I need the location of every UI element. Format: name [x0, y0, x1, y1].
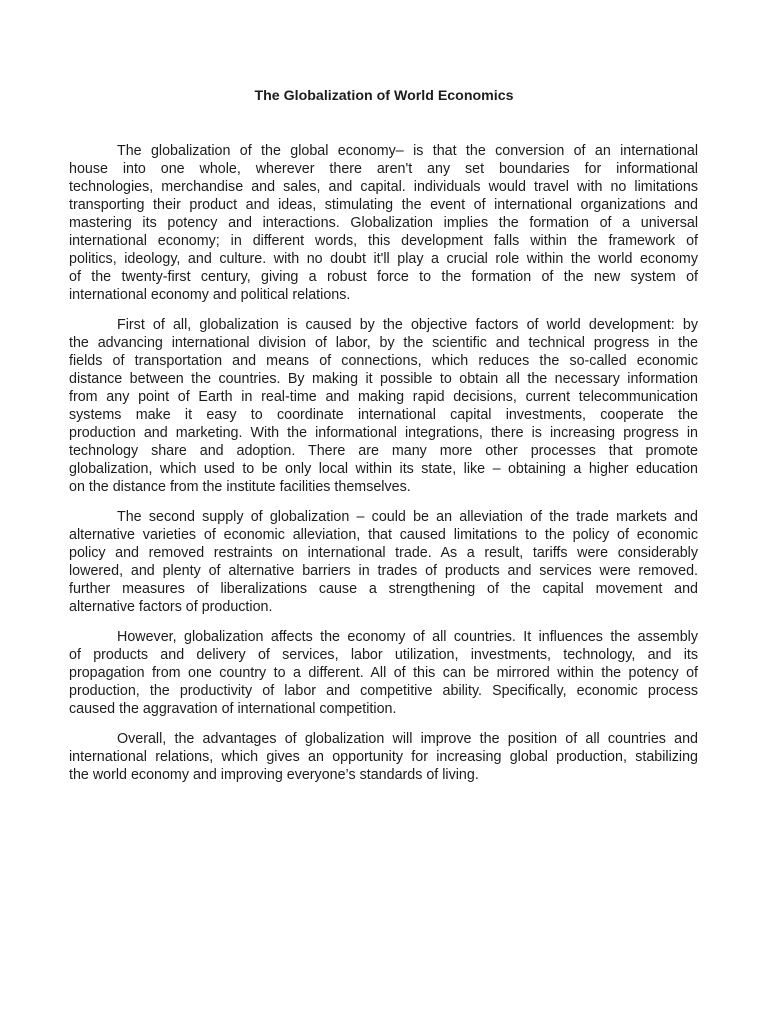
text-line: the advancing international division of labor, by the scientific and technical progress in the: [69, 335, 698, 351]
document-title: The Globalization of World Economics: [254, 88, 514, 104]
text-line: First of all, globalization is caused by the objective factors of world development: by: [117, 317, 698, 333]
text-line: on the distance from the institute facilities themselves.: [69, 479, 411, 495]
text-line: policy and removed restraints on international trade. As a result, tariffs were considerably: [69, 545, 698, 561]
text-line: fields of transportation and means of connections, which reduces the so-called economic: [69, 353, 698, 369]
text-line: alternative factors of production.: [69, 599, 273, 615]
text-line: propagation from one country to a different. All of this can be mirrored within the potency of: [69, 665, 698, 681]
text-line: distance between the countries. By making it possible to obtain all the necessary information: [69, 371, 698, 387]
text-line: globalization, which used to be only local within its state, like – obtaining a higher education: [69, 461, 698, 477]
paragraph: [69, 730, 698, 784]
text-line: The second supply of globalization – could be an alleviation of the trade markets and: [117, 509, 698, 525]
text-line: of products and delivery of services, labor utilization, investments, technology, and its: [69, 647, 698, 663]
text-line: technologies, merchandise and sales, and capital. individuals would travel with no limitations: [69, 179, 698, 195]
text-line: mastering its potency and interactions. Globalization implies the formation of a universal: [69, 215, 698, 231]
text-line: However, globalization affects the economy of all countries. It influences the assembly: [117, 629, 698, 645]
text-line: politics, ideology, and culture. with no doubt it'll play a crucial role within the world economy: [69, 251, 698, 267]
text-line: international economy and political relations.: [69, 287, 351, 303]
text-line: alternative varieties of economic alleviation, that caused limitations to the policy of economic: [69, 527, 698, 543]
text-line: Overall, the advantages of globalization will improve the position of all countries and: [117, 731, 698, 747]
text-line: from any point of Earth in real-time and making rapid decisions, current telecommunication: [69, 389, 698, 405]
paragraph: [69, 508, 698, 616]
text-line: international economy; in different words, this development falls within the framework of: [69, 233, 698, 249]
text-line: The globalization of the global economy– is that the conversion of an international: [117, 143, 698, 159]
text-line: of the twenty-first century, giving a robust force to the formation of the new system of: [69, 269, 698, 285]
text-line: lowered, and plenty of alternative barriers in trades of products and services were removed.: [69, 563, 698, 579]
text-line: production, the productivity of labor and competitive ability. Specifically, economic process: [69, 683, 698, 699]
text-line: production and marketing. With the informational integrations, there is increasing progress in: [69, 425, 698, 441]
paragraph: [69, 628, 698, 718]
text-line: systems make it easy to coordinate international capital investments, cooperate the: [69, 407, 698, 423]
paragraph: [69, 142, 698, 304]
paragraph: [69, 316, 698, 496]
text-line: technology share and adoption. There are many more other processes that promote: [69, 443, 698, 459]
text-line: house into one whole, wherever there aren't any set boundaries for informational: [69, 161, 698, 177]
text-line: caused the aggravation of international competition.: [69, 701, 397, 717]
text-line: further measures of liberalizations cause a strengthening of the capital movement and: [69, 581, 698, 597]
text-line: the world economy and improving everyone’s standards of living.: [69, 767, 479, 783]
text-line: transporting their product and ideas, stimulating the event of international organizations and: [69, 197, 698, 213]
document-body: [69, 142, 698, 796]
text-line: international relations, which gives an opportunity for increasing global production, stabilizing: [69, 749, 698, 765]
